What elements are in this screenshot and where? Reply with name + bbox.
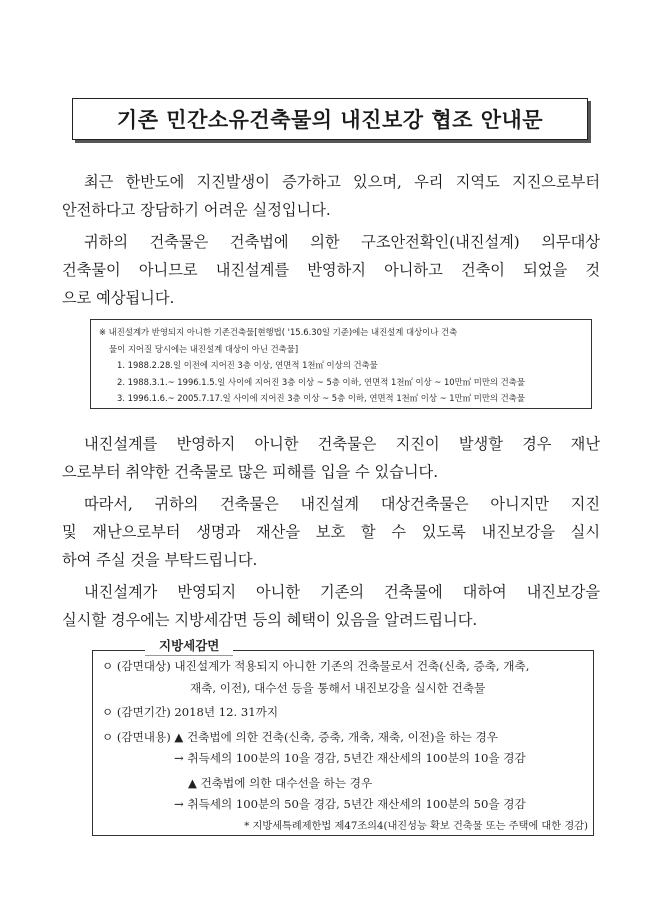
- tax-content: ㅇ (감면내용) ▲ 건축법에 의한 건축(신축, 증축, 개축, 재축, 이전)을 하는 경우: [102, 729, 498, 744]
- paragraph-line: 따라서, 귀하의 건축물은 내진설계 대상건축물은 아니지만 지진: [84, 495, 600, 513]
- paragraph-line: 최근 한반도에 지진발생이 증가하고 있으며, 우리 지역도 지진으로부터: [84, 173, 600, 191]
- notice-box: [90, 319, 592, 409]
- tax-reduction-body: [102, 656, 592, 837]
- paragraph-line: 건축물이 아니므로 내진설계를 반영하지 아니하고 건축이 되었을 것: [62, 261, 600, 279]
- paragraph-line: 실시할 경우에는 지방세감면 등의 혜택이 있음을 알려드립니다.: [62, 611, 478, 629]
- tax-reduction-label: 지방세감면: [145, 637, 233, 656]
- paragraph-3: [62, 430, 600, 486]
- paragraph-line: 으로부터 취약한 건축물로 많은 피해를 입을 수 있습니다.: [62, 463, 439, 481]
- notice-item: 3. 1996.1.6.~ 2005.7.17.일 사이에 지어진 3층 이상 ~ 5층 이하, 연면적 1천㎡ 이상 ~ 1만㎡ 미만의 건축물: [117, 393, 525, 403]
- notice-item: 2. 1988.3.1.~ 1996.1.5.일 사이에 지어진 3층 이상 ~ 5층 이하, 연면적 1천㎡ 이상 ~ 10만㎡ 미만의 건축물: [117, 376, 525, 387]
- paragraph-line: 내진설계가 반영되지 아니한 기존의 건축물에 대하여 내진보강을: [84, 583, 600, 601]
- paragraph-1: [62, 168, 600, 224]
- paragraph-line: 귀하의 건축물은 건축법에 의한 구조안전확인(내진설계) 의무대상: [84, 233, 600, 251]
- tax-target-continued: 재축, 이전), 대수선 등을 통해서 내진보강을 실시한 건축물: [190, 680, 486, 695]
- notice-header-continued: 물이 지어질 당시에는 내진설계 대상이 아닌 건축물]: [109, 343, 299, 354]
- notice-item: 1. 1988.2.28.일 이전에 지어진 3층 이상, 연면적 1천㎡ 이상의 건축물: [117, 360, 378, 370]
- tax-content-detail: → 취득세의 100분의 10을 경감, 5년간 재산세의 100분의 10을 경감: [174, 751, 526, 765]
- tax-content-item: ▲ 건축법에 의한 대수선을 하는 경우: [188, 775, 373, 790]
- tax-period: ㅇ (감면기간) 2018년 12. 31까지: [102, 705, 279, 719]
- paragraph-2: [62, 228, 600, 312]
- tax-content-detail: → 취득세의 100분의 50을 경감, 5년간 재산세의 100분의 50을 경감: [174, 797, 526, 811]
- paragraph-line: 및 재난으로부터 생명과 재산을 보호 할 수 있도록 내진보강을 실시: [62, 523, 600, 541]
- paragraph-5: [62, 578, 600, 634]
- paragraph-line: 안전하다고 장담하기 어려운 실정입니다.: [62, 201, 331, 219]
- paragraph-line: 으로 예상됩니다.: [62, 289, 175, 307]
- paragraph-line: 내진설계를 반영하지 아니한 건축물은 지진이 발생할 경우 재난: [84, 435, 600, 453]
- paragraph-line: 하여 주실 것을 부탁드립니다.: [62, 551, 258, 569]
- tax-footnote: * 지방세특례제한법 제47조의4(내진성능 확보 건축물 또는 주택에 대한 경감): [244, 820, 588, 832]
- tax-target: ㅇ (감면대상) 내진설계가 적용되지 아니한 기존의 건축물로서 건축(신축, 증축, 개축,: [102, 659, 530, 673]
- document-title: 기존 민간소유건축물의 내진보강 협조 안내문: [72, 98, 588, 140]
- notice-header: ※ 내진설계가 반영되지 아니한 기존건축물[현행법( '15.6.30일 기준)에는 내진설계 대상이나 건축: [99, 327, 458, 337]
- paragraph-4: [62, 490, 600, 574]
